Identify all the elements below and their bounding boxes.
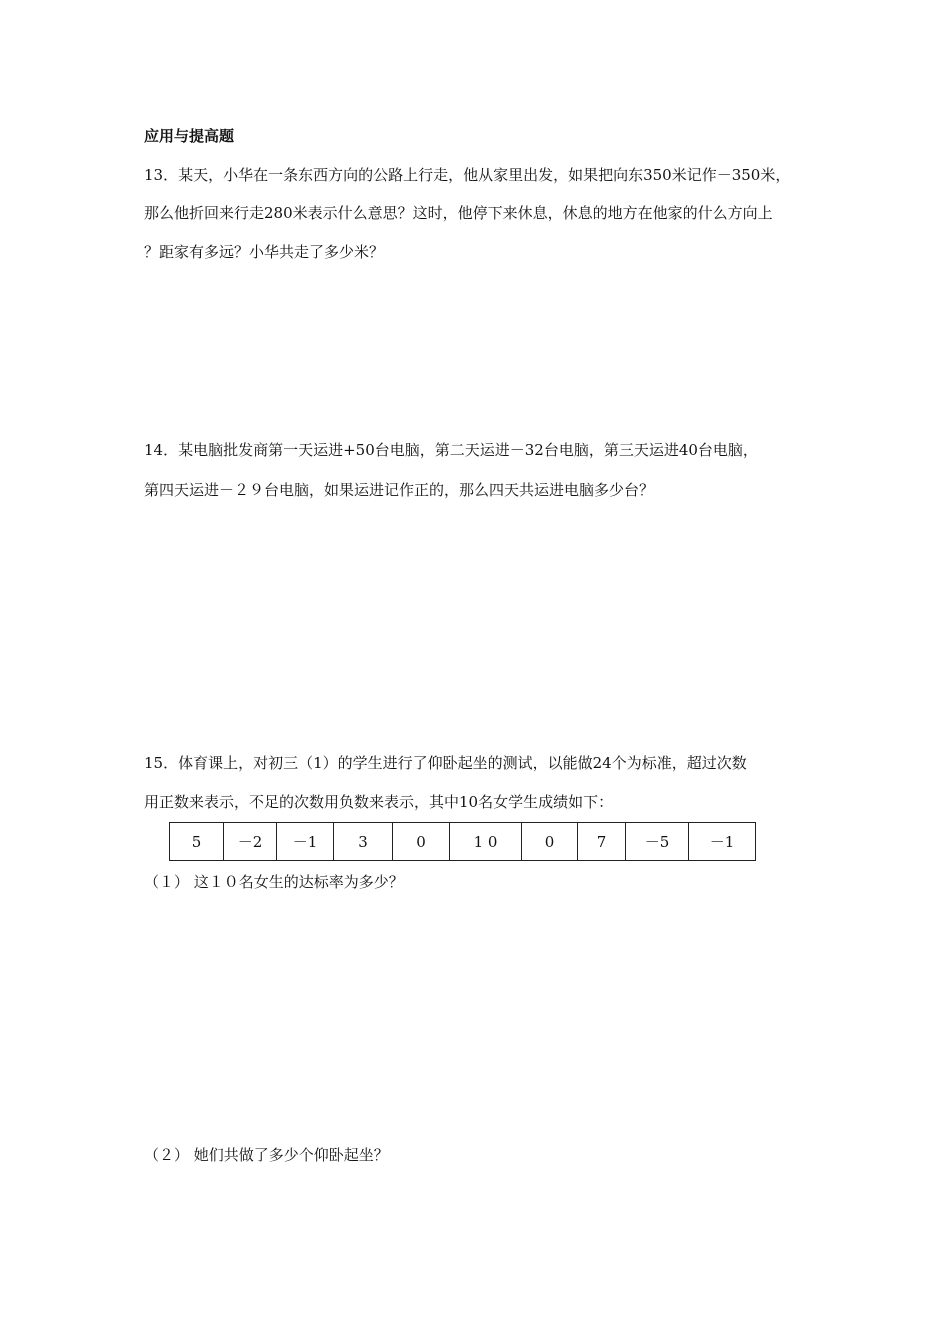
score-cell: 5 — [170, 823, 224, 861]
question-15-line-2: 用正数来表示，不足的次数用负数来表示，其中10名女学生成绩如下： — [144, 793, 614, 811]
question-15-line-1: 15．体育课上，对初三（1）的学生进行了仰卧起坐的测试，以能做24个为标准，超过次数 — [144, 754, 747, 772]
score-cell: －2 — [224, 823, 277, 861]
table-row — [170, 823, 756, 861]
score-cell: 3 — [334, 823, 393, 861]
question-14-line-2: 第四天运进－２９台电脑，如果运进记作正的，那么四天共运进电脑多少台？ — [144, 481, 655, 499]
question-15-sub-2: （２） 她们共做了多少个仰卧起坐？ — [144, 1146, 389, 1164]
section-heading: 应用与提高题 — [144, 127, 235, 145]
score-cell: －1 — [277, 823, 334, 861]
score-cell: 7 — [578, 823, 626, 861]
question-15-sub-1: （１） 这１０名女生的达标率为多少？ — [144, 873, 404, 891]
scores-table — [169, 822, 756, 861]
score-cell: 0 — [522, 823, 578, 861]
score-cell: －1 — [689, 823, 756, 861]
question-13-line-1: 13．某天，小华在一条东西方向的公路上行走，他从家里出发，如果把向东350米记作－350米， — [144, 166, 791, 184]
score-cell: 1 0 — [450, 823, 522, 861]
question-13-line-2: 那么他折回来行走280米表示什么意思？这时，他停下来休息，休息的地方在他家的什么方向上 — [144, 204, 773, 222]
score-cell: －5 — [626, 823, 689, 861]
question-14-line-1: 14．某电脑批发商第一天运进+50台电脑，第二天运进－32台电脑，第三天运进40台电脑， — [144, 441, 758, 459]
question-13-line-3: ？距家有多远？小华共走了多少米？ — [144, 243, 385, 261]
score-cell: 0 — [393, 823, 450, 861]
